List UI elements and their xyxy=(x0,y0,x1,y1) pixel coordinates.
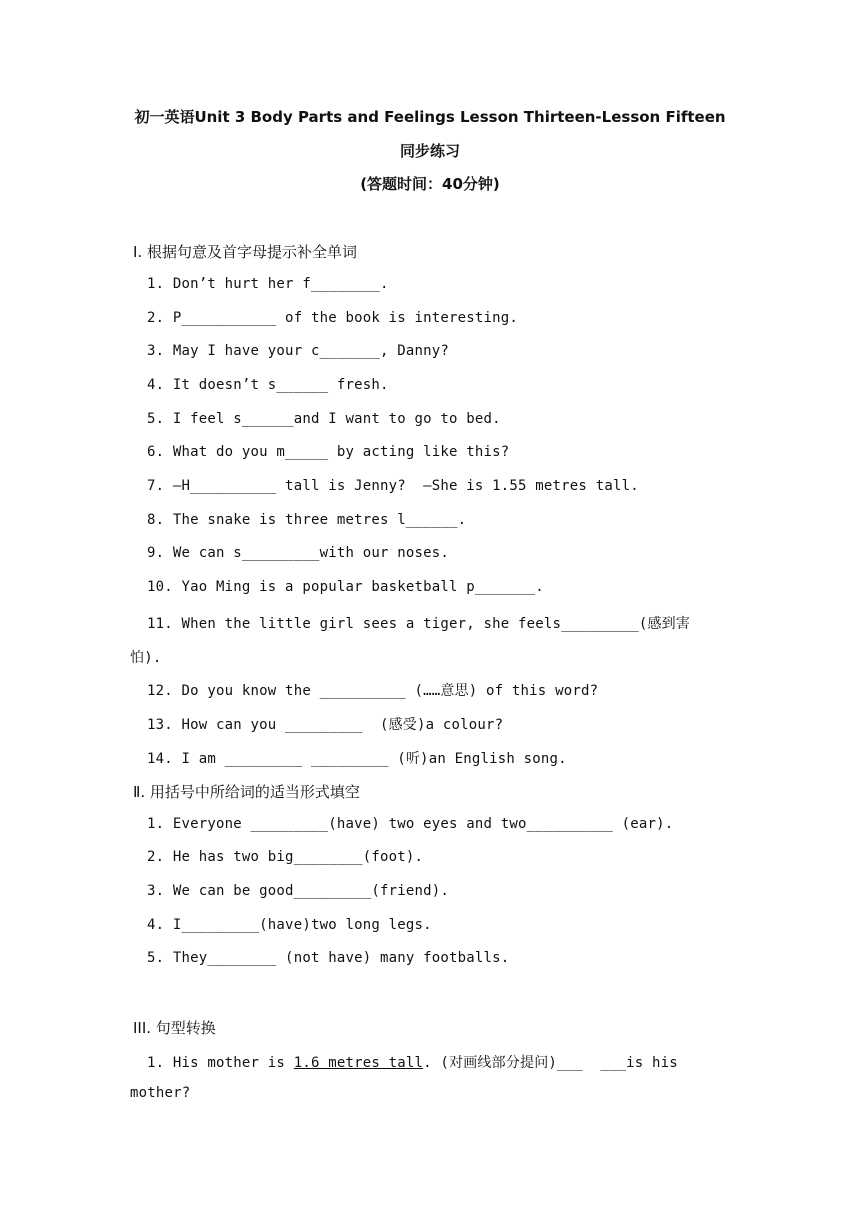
answer-time-note: (答题时间：40分钟) xyxy=(360,175,500,193)
list-item: 4. I_________(have)two long legs. xyxy=(147,917,432,933)
list-item: 3. We can be good_________(friend). xyxy=(147,883,450,899)
list-item: 11. When the little girl sees a tiger, she feels_________(感到害 xyxy=(147,616,691,632)
worksheet-title: 初一英语Unit 3 Body Parts and Feelings Lesson Thirteen-Lesson Fifteen xyxy=(134,108,726,126)
list-item: 6. What do you m_____ by acting like this? xyxy=(147,444,510,460)
list-item: 5. I feel s______and I want to go to bed. xyxy=(147,411,501,427)
list-item: 1. Everyone _________(have) two eyes and two__________ (ear). xyxy=(147,816,674,832)
list-item: 7. —H__________ tall is Jenny? —She is 1.55 metres tall. xyxy=(147,478,639,494)
item-text: . (对画线部分提问)___ ___is his xyxy=(423,1055,678,1071)
list-item-continuation: 怕). xyxy=(130,650,162,666)
list-item: 14. I am _________ _________ (听)an English song. xyxy=(147,751,567,767)
list-item: 10. Yao Ming is a popular basketball p_______. xyxy=(147,579,544,595)
list-item: 12. Do you know the __________ (……意思) of this word? xyxy=(147,683,599,699)
worksheet-subtitle: 同步练习 xyxy=(399,142,460,160)
list-item: 2. He has two big________(foot). xyxy=(147,849,424,865)
section-2-heading: Ⅱ. 用括号中所给词的适当形式填空 xyxy=(133,783,360,801)
list-item: 8. The snake is three metres l______. xyxy=(147,512,467,528)
list-item: 13. How can you _________ (感受)a colour? xyxy=(147,717,504,733)
list-item: 4. It doesn’t s______ fresh. xyxy=(147,377,389,393)
list-item-continuation: mother? xyxy=(130,1085,191,1101)
list-item xyxy=(147,1052,678,1072)
section-1-heading: Ⅰ. 根据句意及首字母提示补全单词 xyxy=(133,243,357,261)
item-text: 1. His mother is xyxy=(147,1055,294,1071)
list-item: 9. We can s_________with our noses. xyxy=(147,545,450,561)
section-3-heading: III. 句型转换 xyxy=(133,1019,216,1037)
list-item: 1. Don’t hurt her f________. xyxy=(147,276,389,292)
underlined-phrase: 1.6 metres tall xyxy=(293,1055,424,1071)
list-item: 2. P___________ of the book is interesting. xyxy=(147,310,519,326)
list-item: 3. May I have your c_______, Danny? xyxy=(147,343,450,359)
list-item: 5. They________ (not have) many footballs. xyxy=(147,950,510,966)
